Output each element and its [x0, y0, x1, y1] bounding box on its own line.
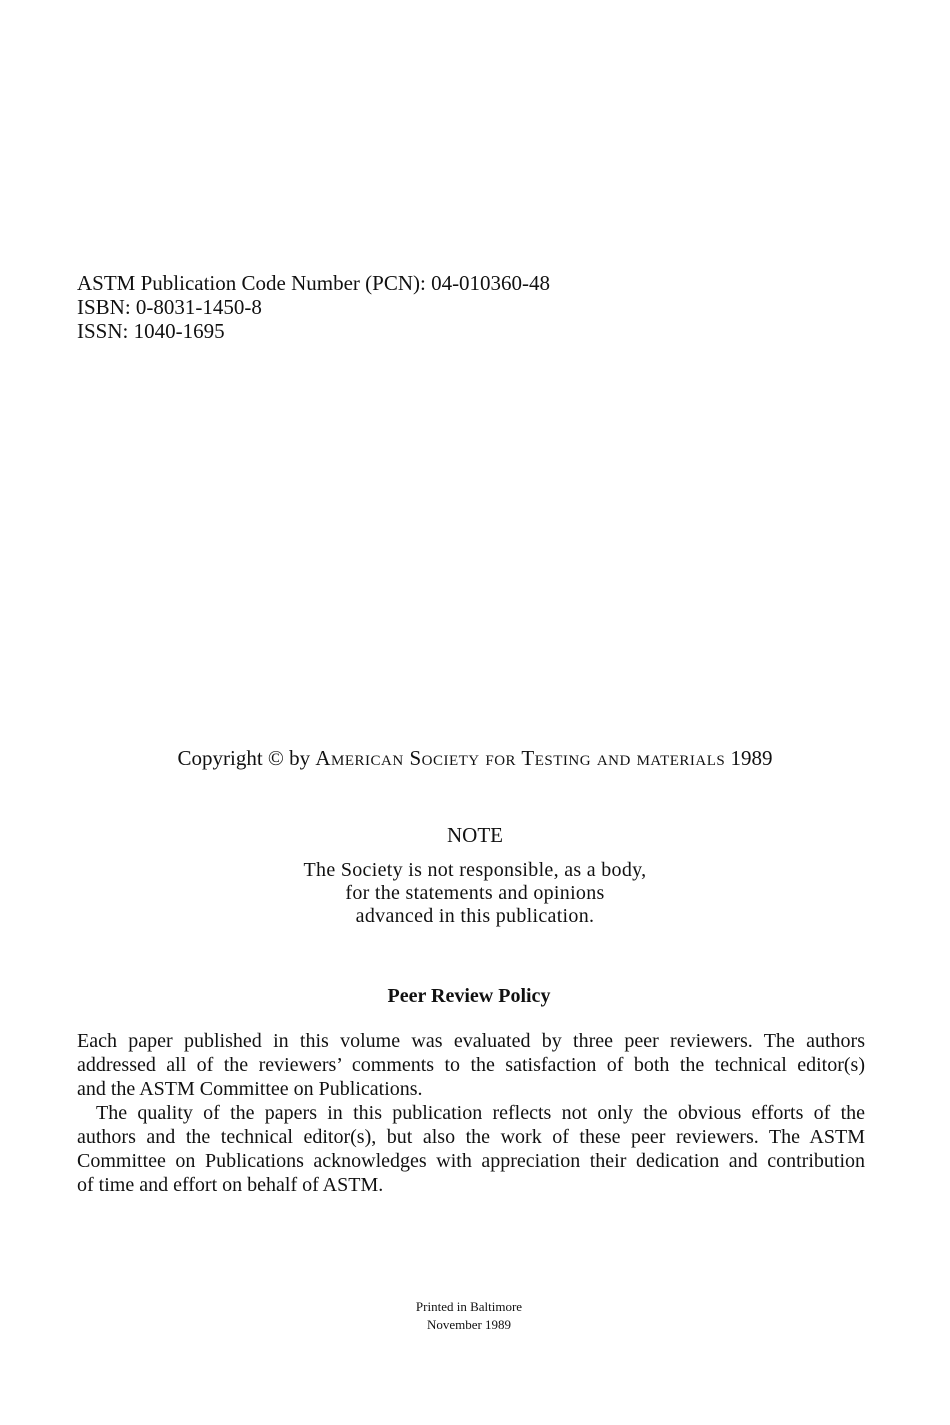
note-line: The Society is not responsible, as a body,: [303, 859, 647, 881]
publication-identifiers: [77, 271, 550, 343]
paragraph-line: Each paper published in this volume was evaluated by three peer reviewers. The authors: [77, 1030, 865, 1052]
copyright-line: [0, 745, 950, 771]
paragraph-line: authors and the technical editor(s), but also the work of these peer reviewers. The ASTM: [77, 1126, 865, 1148]
paragraph-line: The quality of the papers in this publication reflects not only the obvious efforts of the: [96, 1102, 865, 1124]
note-line: advanced in this publication.: [355, 905, 595, 927]
paragraph-line: of time and effort on behalf of ASTM.: [77, 1174, 384, 1196]
peer-review-body: [77, 1029, 865, 1197]
imprint-location: Printed in Baltimore: [415, 1299, 523, 1314]
note-line: for the statements and opinions: [345, 882, 605, 904]
copyright-year: 1989: [730, 746, 773, 770]
pcn-line: ASTM Publication Code Number (PCN): 04-010360-48: [77, 271, 551, 295]
imprint: [0, 1298, 938, 1334]
imprint-date: November 1989: [426, 1317, 512, 1332]
paragraph-line: Committee on Publications acknowledges with appreciation their dedication and contribution: [77, 1150, 865, 1172]
copyright-organization: American Society for Testing and materials: [315, 746, 726, 770]
copyright-prefix: Copyright © by: [177, 746, 311, 770]
note-heading: NOTE: [447, 823, 503, 847]
peer-review-heading: Peer Review Policy: [387, 985, 551, 1007]
issn-line: ISSN: 1040-1695: [77, 319, 225, 343]
paragraph-line: addressed all of the reviewers’ comments to the satisfaction of both the technical editor(s): [77, 1054, 865, 1076]
isbn-line: ISBN: 0-8031-1450-8: [77, 295, 262, 319]
paragraph-line: and the ASTM Committee on Publications.: [77, 1078, 423, 1100]
note-body: [0, 859, 950, 928]
